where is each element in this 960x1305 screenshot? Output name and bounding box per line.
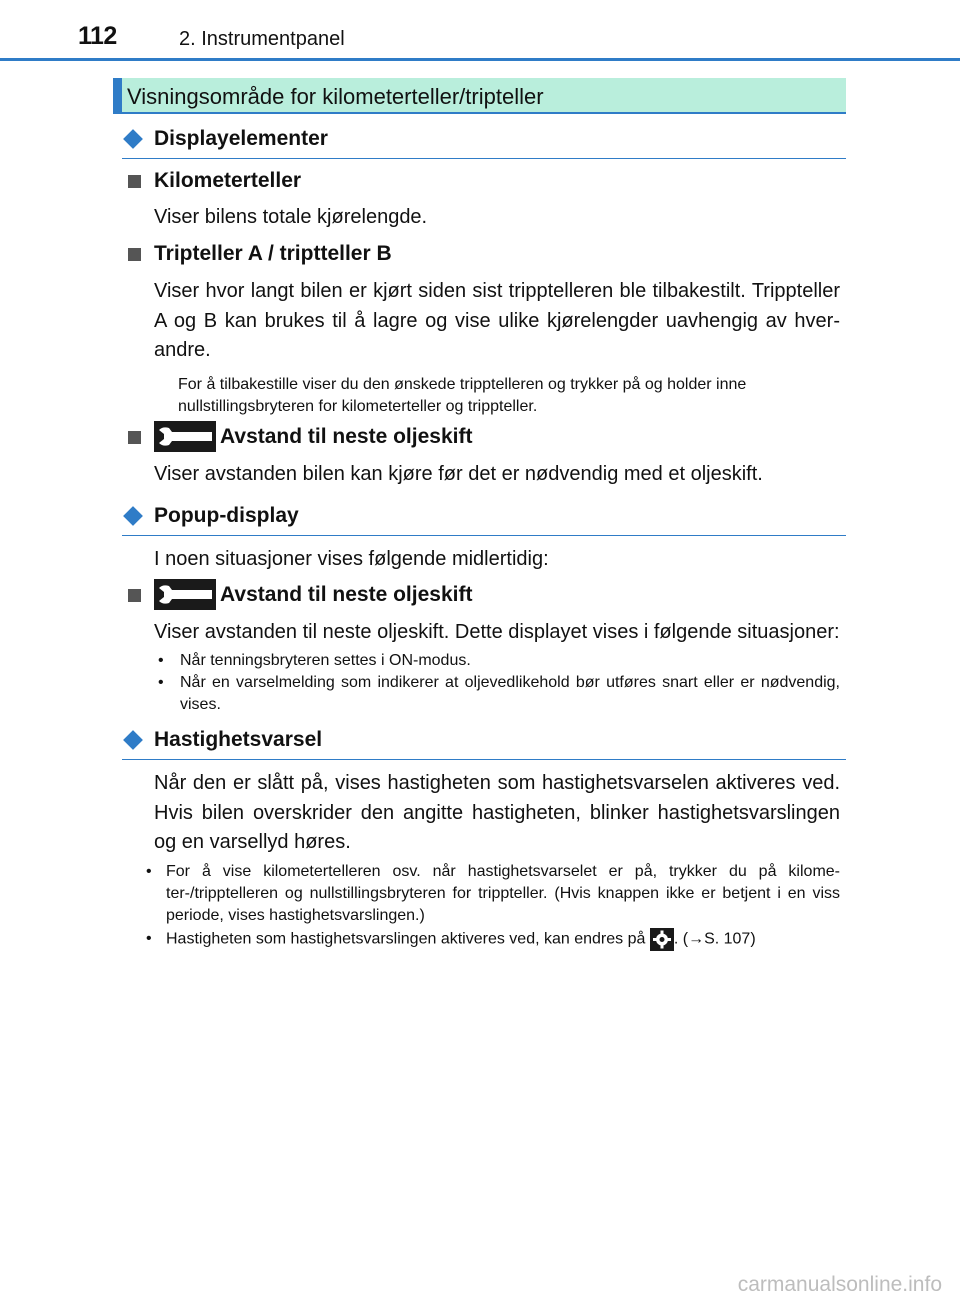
body-text: I noen situasjoner vises følgende midlertidig: (154, 548, 549, 570)
wrench-icon (154, 579, 216, 610)
bullet-glyph: • (158, 652, 164, 669)
gear-icon (650, 928, 674, 951)
wrench-icon-graphic (154, 421, 216, 452)
item-title: Kilometerteller (154, 169, 302, 192)
item-title: Avstand til neste oljeskift (220, 425, 473, 448)
list-item (146, 861, 840, 927)
subsection-rule (122, 535, 846, 536)
item-title: Tripteller A / triptteller B (154, 242, 392, 265)
body-text: Viser avstanden til neste oljeskift. Dette displayet vises i følgende situasjoner: (154, 621, 840, 643)
list-item-text-after: . (→S. 107) (673, 930, 756, 948)
gear-icon-graphic (650, 928, 674, 951)
list-item-text (166, 928, 840, 951)
subsection-heading: Displayelementer (154, 127, 328, 150)
list-item-text: For å vise kilometertelleren osv. når hastighetsvarselet er på, trykker du på kilome-ter-/tripptelleren og nullstillingsbryteren for trippteller. (Hvis knappen ikke er betjent i en viss periode, vises hastighetsvarslingen.) (166, 863, 840, 924)
list-item (146, 928, 840, 951)
diamond-icon (123, 506, 143, 526)
list-item (158, 672, 840, 716)
bullet-glyph: • (146, 930, 152, 947)
wrench-icon-graphic (154, 579, 216, 610)
diamond-icon (123, 129, 143, 149)
subsection-rule (122, 158, 846, 159)
list-item-text: Når en varselmelding som indikerer at oljevedlikehold bør utføres snart eller er nødvendig, vises. (180, 674, 840, 713)
bullet-list (158, 650, 840, 716)
item-title: Avstand til neste oljeskift (220, 583, 473, 606)
header-rule (0, 58, 960, 61)
square-bullet-icon (128, 175, 141, 188)
list-item-text: Når tenningsbryteren settes i ON-modus. (180, 652, 471, 669)
body-text: Viser avstanden bilen kan kjøre før det er nødvendig med et oljeskift. (154, 463, 763, 485)
diamond-icon (123, 730, 143, 750)
body-text: Viser bilens totale kjørelengde. (154, 206, 428, 228)
list-item (158, 650, 840, 672)
list-item-text-before: Hastigheten som hastighetsvarslingen aktiveres ved, kan endres på (166, 930, 646, 948)
bullet-glyph: • (158, 674, 164, 691)
note-text: For å tilbakestille viser du den ønskede tripptelleren og trykker på og holder inne nullstillingsbryteren for kilometerteller og trippteller. (178, 376, 747, 415)
subsection-rule (122, 759, 846, 760)
bullet-list (146, 861, 840, 951)
section-title: Visningsområde for kilometerteller/tripteller (127, 84, 544, 109)
square-bullet-icon (128, 431, 141, 444)
square-bullet-icon (128, 248, 141, 261)
bullet-glyph: • (146, 863, 152, 880)
body-text: Viser hvor langt bilen er kjørt siden sist tripptelleren ble tilbakestilt. Trippteller A og B kan brukes til å lagre og vise ulike kjørelengder uavhengig av hver-andre. (154, 280, 840, 361)
watermark: carmanualsonline.info (737, 1273, 942, 1296)
wrench-icon (154, 421, 216, 452)
page-number: 112 (78, 22, 117, 50)
subsection-heading: Popup-display (154, 504, 299, 527)
subsection-heading: Hastighetsvarsel (154, 728, 323, 751)
chapter-title: 2. Instrumentpanel (179, 28, 345, 50)
square-bullet-icon (128, 589, 141, 602)
body-text: Når den er slått på, vises hastigheten som hastighetsvarselen aktiveres ved. Hvis bilen overskrider den angitte hastigheten, blinker hastighetsvarslingen og en varsellyd høres. (154, 772, 840, 853)
